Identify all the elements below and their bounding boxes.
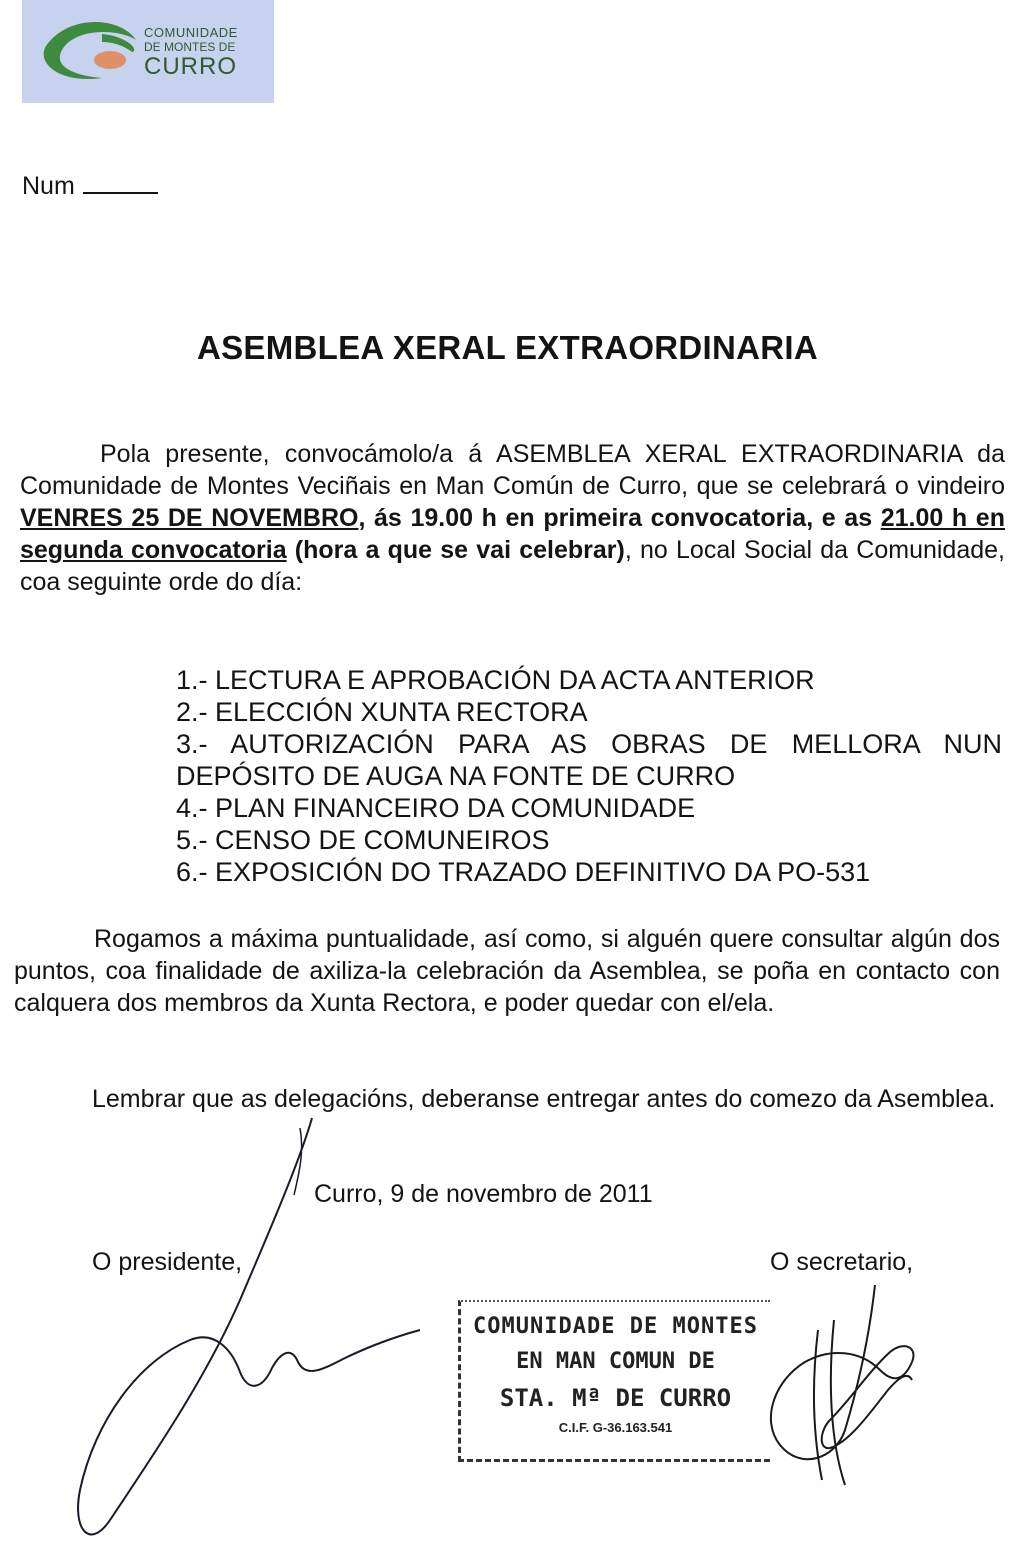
community-logo bbox=[22, 0, 274, 103]
agenda-item: 1.- LECTURA E APROBACIÓN DA ACTA ANTERIOR bbox=[176, 665, 815, 695]
president-label: O presidente, bbox=[92, 1248, 243, 1276]
delegations-paragraph: Lembrar que as delegacións, deberanse entregar antes do comezo da Asemblea. bbox=[92, 1085, 996, 1113]
p1-text-5: (hora a que se vai celebrar) bbox=[286, 536, 625, 564]
num-blank-line bbox=[83, 170, 158, 194]
convocation-paragraph bbox=[20, 438, 1005, 598]
agenda-item: 6.- EXPOSICIÓN DO TRAZADO DEFINITIVO DA PO-531 bbox=[176, 857, 871, 887]
logo-swoosh-icon bbox=[28, 6, 148, 98]
logo-text bbox=[144, 26, 238, 79]
p1-text-6: , no Local Social da Comunidade, coa seguinte orde do día: bbox=[20, 536, 1005, 596]
stamp-line-1: COMUNIDADE DE MONTES bbox=[473, 1314, 758, 1339]
agenda-item: 3.- AUTORIZACIÓN PARA AS OBRAS DE MELLORA NUN DEPÓSITO DE AUGA NA FONTE DE CURRO bbox=[176, 729, 1002, 791]
num-field bbox=[22, 170, 158, 201]
secretary-signature bbox=[771, 1285, 914, 1485]
stamp-line-3: STA. Mª DE CURRO bbox=[499, 1384, 732, 1412]
p1-second-call: 21.00 h en segunda convocatoria bbox=[20, 504, 1005, 564]
agenda-item: 4.- PLAN FINANCEIRO DA COMUNIDADE bbox=[176, 793, 696, 823]
p1-meeting-date: VENRES 25 DE NOVEMBRO bbox=[20, 504, 359, 532]
logo-line-3: CURRO bbox=[144, 53, 237, 80]
agenda-item: 5.- CENSO DE COMUNEIROS bbox=[176, 825, 550, 855]
secretary-label: O secretario, bbox=[770, 1248, 914, 1276]
stamp-line-2: EN MAN COMUN DE bbox=[516, 1349, 715, 1374]
document-title: ASEMBLEA XERAL EXTRAORDINARIA bbox=[196, 329, 819, 366]
agenda-list bbox=[176, 664, 1002, 888]
p1-text-3: , ás 19.00 h en primeira convocatoria, e as bbox=[358, 504, 881, 532]
logo-line-2: DE MONTES DE bbox=[144, 40, 236, 54]
p1-text-1: Pola presente, convocámolo/a á ASEMBLEA XERAL EXTRAORDINARIA da Comunidade de Montes Veciñais en Man Común de Curro, que se celebrará o vindeiro bbox=[20, 440, 1005, 500]
agenda-item: 2.- ELECCIÓN XUNTA RECTORA bbox=[176, 697, 588, 727]
logo-line-1: COMUNIDADE bbox=[144, 25, 238, 40]
official-stamp bbox=[458, 1300, 770, 1462]
date-line: Curro, 9 de novembro de 2011 bbox=[314, 1180, 653, 1208]
stamp-line-4: C.I.F. G-36.163.541 bbox=[558, 1420, 673, 1435]
num-label: Num bbox=[22, 172, 75, 200]
punctuality-paragraph: Rogamos a máxima puntualidade, así como, si alguén quere consultar algún dos puntos, coa finalidade de axiliza-la celebración da Asemblea, se poña en contacto con calquera dos membros da Xunta Rectora, e poder quedar con el/ela. bbox=[14, 925, 1000, 1017]
